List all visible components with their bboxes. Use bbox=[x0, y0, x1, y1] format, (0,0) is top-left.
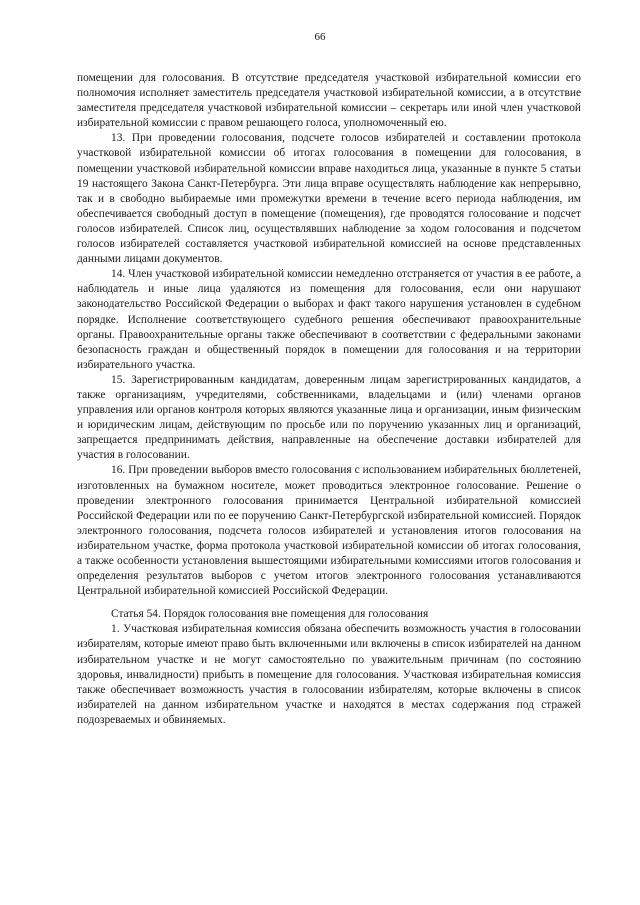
paragraph-16: 16. При проведении выборов вместо голосования с использованием избирательных бюллетеней, изготовленных на бумажном носителе, может проводиться электронное голосование. Решение о проведении электронного голосования принимается Центральной избирательной комиссией Российской Федерации или по ее поручению Санкт-Петербургской избирательной комиссией. Порядок электронного голосования, подсчета голосов избирателей и установления итогов голосования на избирательном участке, форма протокола участковой избирательной комиссии об итогах голосования, а также особенности установления вышестоящими избирательными комиссиями итогов голосования и определения результатов выборов с учетом итогов электронного голосования устанавливаются Центральной избирательной комиссией Российской Федерации. bbox=[77, 464, 581, 598]
document-body bbox=[77, 71, 581, 728]
article-54-paragraph-1: 1. Участковая избирательная комиссия обязана обеспечить возможность участия в голосовании избирателям, которые имеют право быть включенными или включены в список избирателей на данном избирательном участке и не могут самостоятельно по уважительным причинам (по состоянию здоровья, инвалидности) прибыть в помещение для голосования. Участковая избирательная комиссия также обеспечивает возможность участия в голосовании избирателям, которые включены в список избирателей на данном избирательном участке и находятся в местах содержания под стражей подозреваемых и обвиняемых. bbox=[77, 623, 581, 726]
paragraph-14: 14. Член участковой избирательной комиссии немедленно отстраняется от участия в ее работе, а наблюдатель и иные лица удаляются из помещения для голосования, если они нарушают законодательство Российской Федерации о выборах и факт такого нарушения установлен в судебном порядке. Исполнение соответствующего судебного решения обеспечивают правоохранительные органы. Правоохранительные органы также обеспечивают в соответствии с федеральными законами безопасность граждан и общественный порядок в помещении для голосования и на территории избирательного участка. bbox=[77, 268, 581, 371]
paragraph-15: 15. Зарегистрированным кандидатам, доверенным лицам зарегистрированных кандидатов, а также организациям, учредителями, собственниками, владельцами и (или) членами органов управления или органов контроля которых являются указанные лица и организации, иным физическим и юридическим лицам, действующим по просьбе или по поручению указанных лиц и организаций, запрещается предпринимать действия, направленные на обеспечение доставки избирателей для участия в голосовании. bbox=[77, 373, 581, 462]
paragraph-continuation: помещении для голосования. В отсутствие председателя участковой избирательной комиссии его полномочия исполняет заместитель председателя участковой избирательной комиссии, а в отсутствие заместителя председателя участковой избирательной комиссии – секретарь или иной член участковой избирательной комиссии с правом решающего голоса, уполномоченный ею. bbox=[77, 72, 581, 130]
article-54-heading: Статья 54. Порядок голосования вне помещения для голосования bbox=[111, 608, 429, 621]
paragraph-13: 13. При проведении голосования, подсчете голосов избирателей и составлении протокола участковой избирательной комиссии об итогах голосования в помещении для голосования, в помещении участковой избирательной комиссии вправе находиться лица, указанные в пункте 5 статьи 19 настоящего Закона Санкт-Петербурга. Эти лица вправе осуществлять наблюдение как непрерывно, так и в свободно выбираемые ими промежутки времени в течение всего периода наблюдения, им обеспечивается свободный доступ в помещение (помещения), где проводятся голосование и подсчет голосов избирателей. Список лиц, осуществлявших наблюдение за ходом голосования и подсчетом голосов избирателей составляется участковой избирательной комиссией на основе представленных данными лицами документов. bbox=[77, 132, 581, 266]
page-number: 66 bbox=[314, 31, 326, 43]
